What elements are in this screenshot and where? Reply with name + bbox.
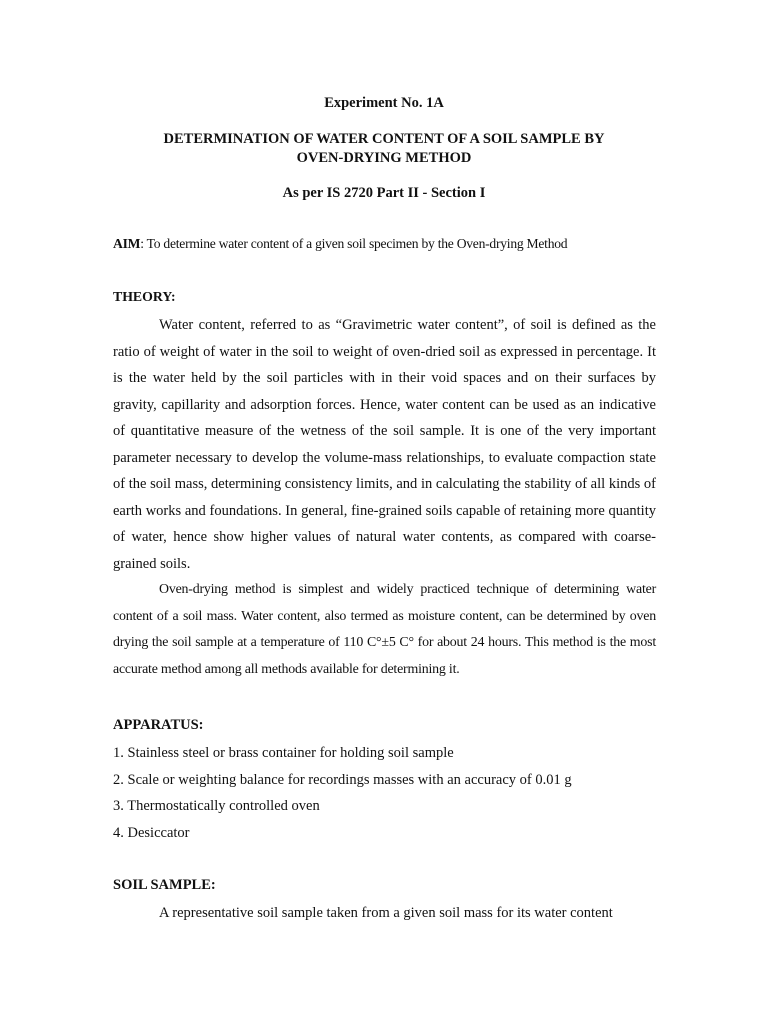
aim-label: AIM — [113, 236, 141, 251]
soil-sample-paragraph: A representative soil sample taken from a given soil mass for its water content — [159, 905, 613, 921]
apparatus-heading: APPARATUS: — [113, 717, 204, 733]
soil-sample-heading: SOIL SAMPLE: — [113, 877, 216, 893]
theory-paragraph-2: Oven-drying method is simplest and widely practiced technique of determining water content of a soil mass. Water content, also termed as moisture content, can be determined by oven drying the soil sample at a temperature of 110 C°±5 C° for about 24 hours. This method is the most accurate method among all methods available for determining it. — [113, 582, 656, 677]
theory-heading: THEORY: — [113, 289, 176, 304]
apparatus-item: 2. Scale or weighting balance for recordings masses with an accuracy of 0.01 g — [113, 771, 572, 788]
apparatus-list — [113, 740, 656, 846]
apparatus-item: 3. Thermostatically controlled oven — [113, 798, 320, 814]
standard-reference: As per IS 2720 Part II - Section I — [282, 185, 486, 201]
aim-text: : To determine water content of a given soil specimen by the Oven-drying Method — [140, 236, 568, 251]
experiment-number: Experiment No. 1A — [324, 95, 444, 111]
theory-paragraph-1: Water content, referred to as “Gravimetric water content”, of soil is defined as the ratio of weight of water in the soil to weight of oven-dried soil as expressed in percentage. It is the water held by the soil particles with in their void spaces and on their surfaces by gravity, capillarity and adsorption forces. Hence, water content can be used as an indicative of quantitative measure of the wetness of the soil sample. It is one of the very important parameter necessary to develop the volume-mass relationships, to evaluate compaction state of the soil mass, determining consistency limits, and in calculating the stability of all kinds of earth works and foundations. In general, fine-grained soils capable of retaining more quantity of water, hence show higher values of natural water contents, as compared with coarse-grained soils. — [113, 317, 656, 572]
apparatus-item: 1. Stainless steel or brass container for holding soil sample — [113, 745, 454, 761]
document-title — [0, 130, 768, 168]
aim-statement — [113, 236, 656, 252]
apparatus-item: 4. Desiccator — [113, 824, 190, 841]
document-title-text: DETERMINATION OF WATER CONTENT OF A SOIL SAMPLE BY OVEN-DRYING METHOD — [163, 131, 605, 166]
